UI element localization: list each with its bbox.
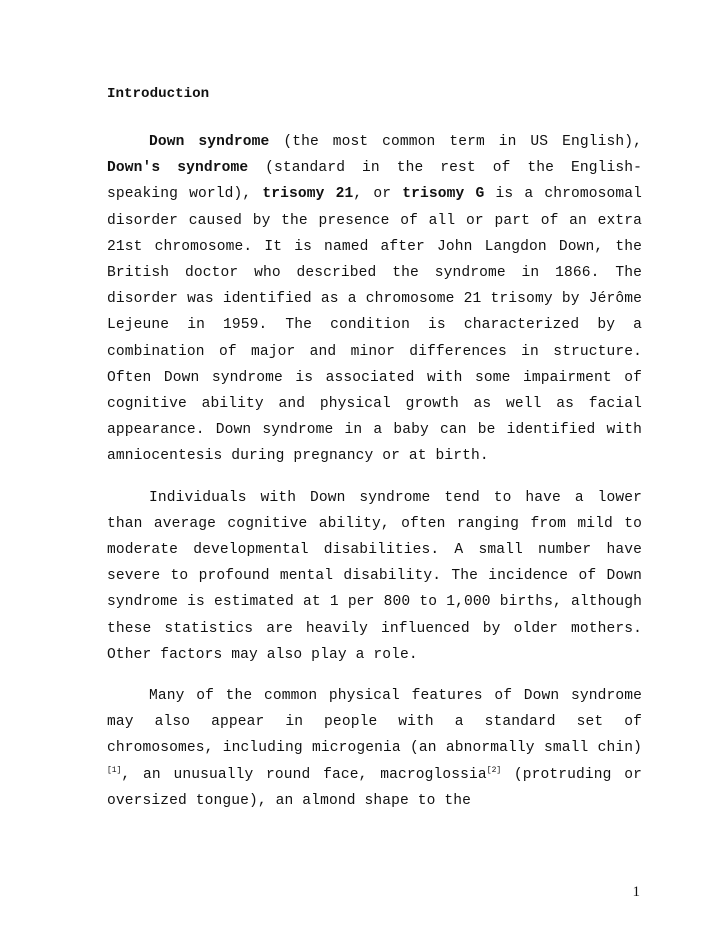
section-heading: Introduction [107,86,210,102]
document-page [107,84,642,829]
page-number: 1 [632,884,640,900]
term-bold: trisomy G [402,186,485,203]
text-run: (protruding or oversized tongue), an almond shape to the [107,766,642,809]
text-run: , an unusually round face, macroglossia [121,766,487,783]
text-run: Individuals with Down syndrome tend to have a lower than average cognitive ability, often ranging from mild to moderate developmental disabilities. A small number have severe to profound mental disability. The incidence of Down syndrome is estimated at 1 per 800 to 1,000 births, although these statistics are heavily influenced by older mothers. Other factors may also play a role. [107,489,642,663]
citation-2[interactable]: [2] [486,765,502,775]
text-run: is a chromosomal disorder caused by the presence of all or part of an extra 21st chromosome. It is named after John Langdon Down, the British doctor who described the syndrome in 1866. The disorder was identified as a chromosome 21 trisomy by Jérôme Lejeune in 1959. The condition is characterized by a combination of major and minor differences in structure. Often Down syndrome is associated with some impairment of cognitive ability and physical growth as well as facial appearance. Down syndrome in a baby can be identified with amniocentesis during pregnancy or at birth. [107,186,643,465]
term-bold: trisomy 21 [262,186,354,203]
term-bold: Down's syndrome [107,160,249,177]
text-run: Many of the common physical features of Down syndrome may also appear in people with a standard set of chromosomes, including microgenia (an abnormally small chin) [107,688,642,757]
citation-1[interactable]: [1] [107,765,122,775]
paragraph-2 [107,485,642,668]
paragraph-1 [107,129,642,470]
text-run: (standard in the rest of the English-speaking world), [107,160,642,203]
text-run: (the most common term in US English), [269,134,642,150]
paragraph-3 [107,683,642,814]
text-run: , or [353,186,403,203]
term-bold: Down syndrome [149,134,270,150]
